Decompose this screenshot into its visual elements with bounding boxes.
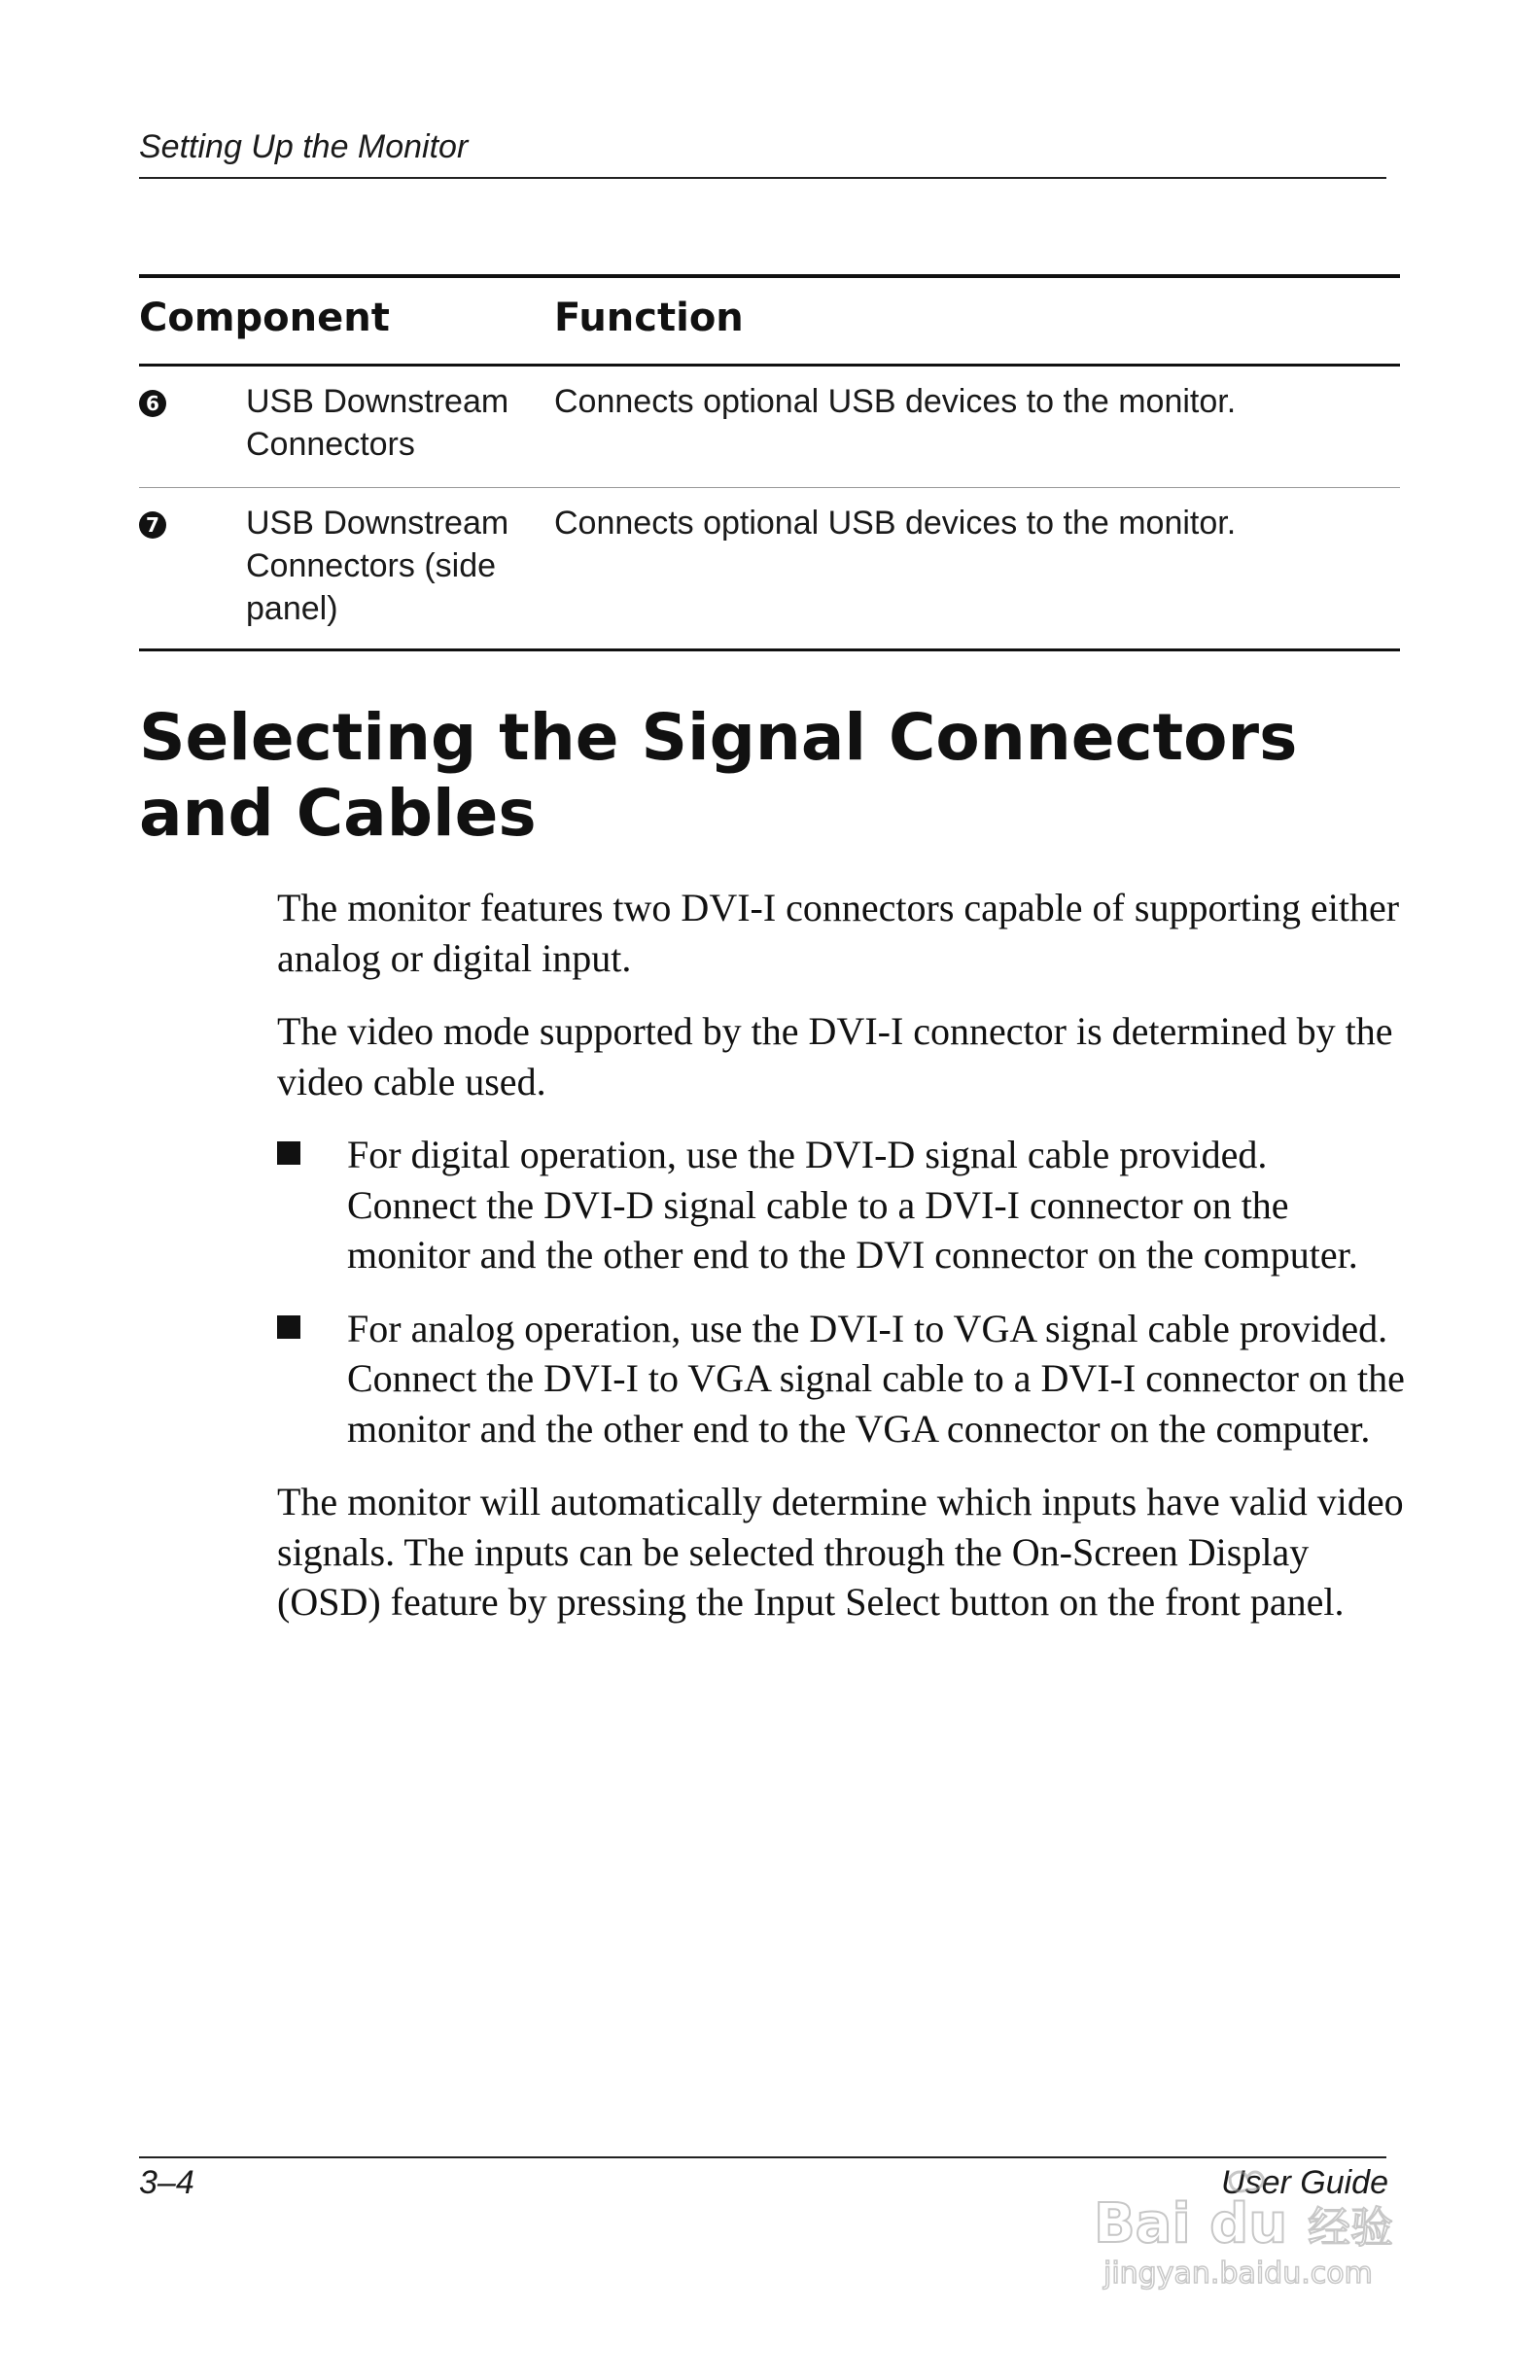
header-rule [139, 177, 1386, 179]
component-cell: USB Downstream Connectors (side panel) [246, 505, 509, 627]
column-header-function: Function [554, 296, 744, 340]
body-paragraph: The video mode supported by the DVI-I connector is determined by the video cable used. [277, 1009, 1393, 1103]
svg-text:经验: 经验 [1308, 2203, 1393, 2253]
table-header-row [139, 278, 1400, 364]
function-cell: Connects optional USB devices to the monitor. [554, 505, 1237, 542]
svg-text:jingyan.baidu.com: jingyan.baidu.com [1103, 2257, 1373, 2291]
component-cell: USB Downstream Connectors [246, 383, 509, 463]
bullet-text: For digital operation, use the DVI-D signal cable provided. Connect the DVI-D signal cable to a DVI-I connector on the monitor and the other end to the DVI connector on the computer. [347, 1133, 1358, 1277]
bullet-text: For analog operation, use the DVI-I to VGA signal cable provided. Connect the DVI-I to VGA signal cable to a DVI-I connector on the monitor and the other end to the VGA connector on the computer. [347, 1306, 1405, 1451]
table-bottom-rule [139, 648, 1400, 651]
bullet-item [277, 1304, 1405, 1454]
bullet-item [277, 1130, 1405, 1280]
section-body [277, 883, 1405, 1651]
function-cell: Connects optional USB devices to the monitor. [554, 383, 1237, 420]
table-row [139, 367, 1400, 487]
svg-text:Bai du: Bai du [1094, 2192, 1288, 2256]
footer-rule [139, 2156, 1386, 2158]
page-number: 3–4 [139, 2164, 194, 2201]
square-bullet-icon [277, 1315, 300, 1339]
table-row [139, 488, 1400, 648]
callout-number-icon: 6 [139, 390, 166, 417]
column-header-component: Component [139, 296, 390, 340]
closing-paragraph: The monitor will automatically determine which inputs have valid video signals. The inputs can be selected through the On-Screen Display (OSD) feature by pressing the Input Select button on the front panel. [277, 1480, 1404, 1624]
running-header: Setting Up the Monitor [139, 128, 469, 165]
component-table [139, 274, 1400, 651]
callout-number-icon: 7 [139, 511, 166, 539]
section-heading: Selecting the Signal Connectors and Cables [139, 700, 1298, 851]
body-paragraph: The monitor features two DVI-I connectors capable of supporting either analog or digital input. [277, 886, 1400, 980]
baidu-watermark-logo [1084, 2166, 1434, 2292]
guide-title: User Guide [1221, 2164, 1388, 2201]
square-bullet-icon [277, 1141, 300, 1165]
